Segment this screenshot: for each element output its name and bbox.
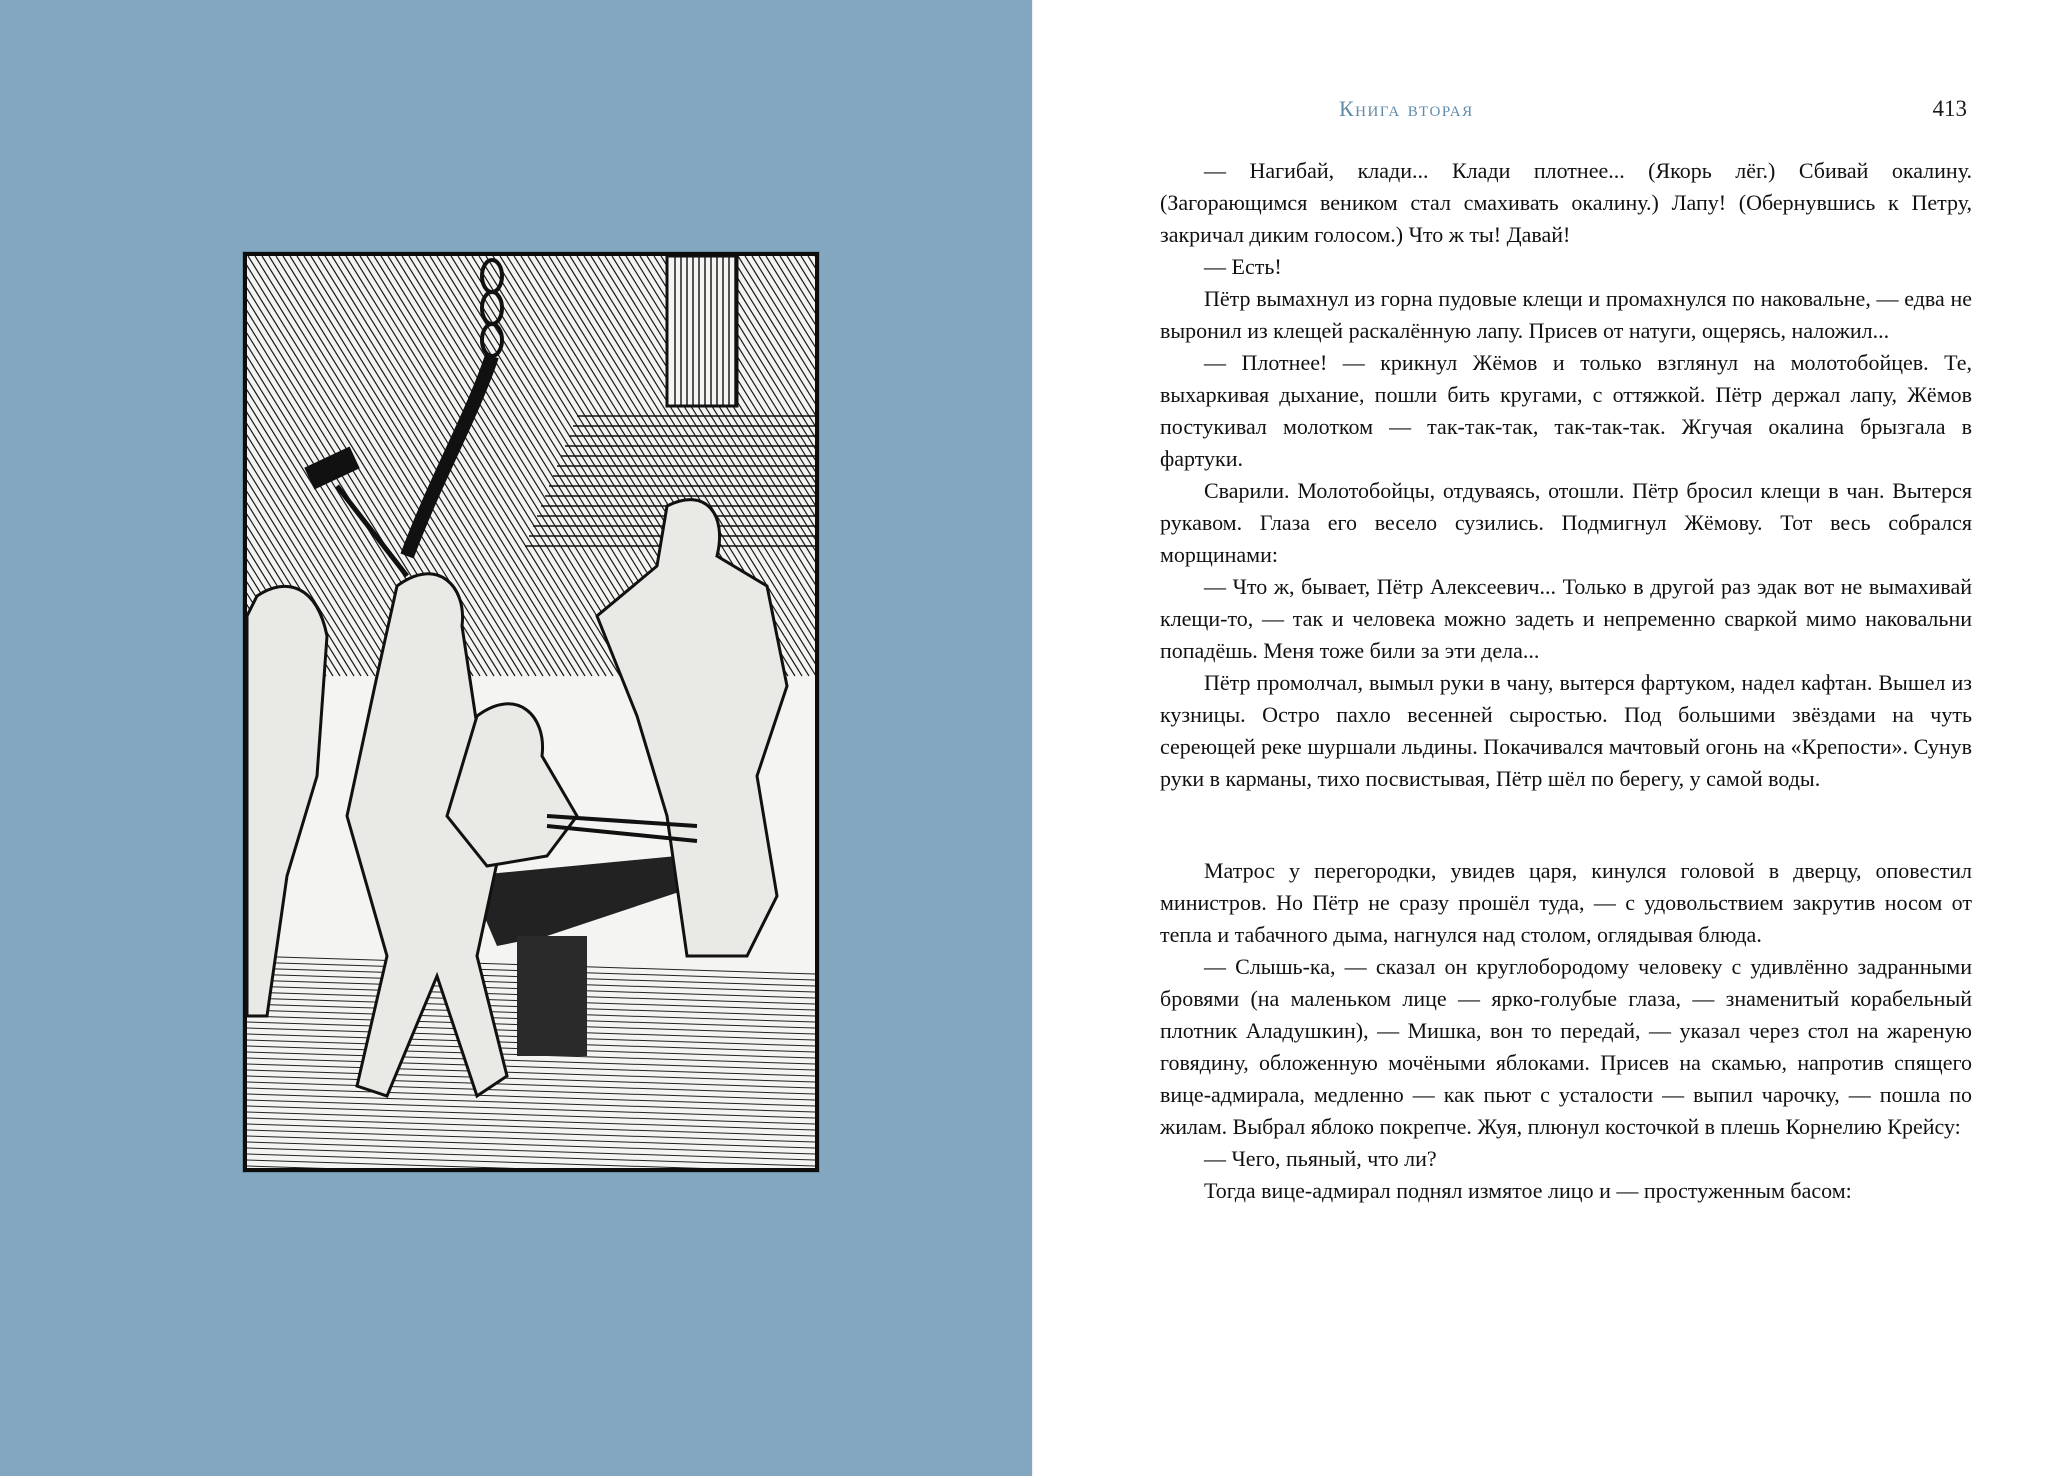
paragraph: Сварили. Молотобойцы, отдуваясь, отошли. Пётр бросил клещи в чан. Вытерся рукавом. Глаза его весело сузились. Подмигнул Жёмову. Тот весь собрался морщинами: <box>1160 478 1972 567</box>
paragraph: Тогда вице-адмирал поднял измятое лицо и — простуженным басом: <box>1204 1178 1852 1203</box>
paragraph: — Чего, пьяный, что ли? <box>1204 1146 1437 1171</box>
text-block <box>1160 155 1972 1207</box>
section-break <box>1160 795 1972 855</box>
paragraph: Матрос у перегородки, увидев царя, кинулся головой в дверцу, оповестил министров. Но Пётр не сразу прошёл туда, — с удовольствием закрутив носом от тепла и табачного дыма, нагнулся над столом, оглядывая блюда. <box>1160 858 1972 947</box>
running-head: Книга вторая <box>1339 96 1474 121</box>
paragraph: — Слышь-ка, — сказал он круглобородому человеку с удивлённо задранными бровями (на маленьком лице — ярко-голубые глаза, — знаменитый корабельный плотник Аладушкин), — Мишка, вон то передай, — указал через стол на жареную говядину, обложенную мочёными яблоками. Присев на скамью, напротив спящего вице-адмирала, медленно — как пьют с усталости — выпил чарочку, — пошла по жилам. Выбрал яблоко покрепче. Жуя, плюнул косточкой в плешь Корнелию Крейсу: <box>1160 954 1972 1139</box>
page-number: 413 <box>1932 96 1967 121</box>
paragraph: — Нагибай, клади... Клади плотнее... (Якорь лёг.) Сбивай окалину. (Загорающимся веником стал смахивать окалину.) Лапу! (Обернувшись к Петру, закричал диким голосом.) Что ж ты! Давай! <box>1160 158 1972 247</box>
paragraph: — Что ж, бывает, Пётр Алексеевич... Только в другой раз эдак вот не вымахивай клещи-то, — так и человека можно задеть и непременно сваркой мимо наковальни попадёшь. Меня тоже били за эти дела... <box>1160 574 1972 663</box>
paragraph: Пётр промолчал, вымыл руки в чану, вытерся фартуком, надел кафтан. Вышел из кузницы. Остро пахло весенней сыростью. Под большими звёздами на чуть сереющей реке шуршали льдины. Покачивался мачтовый огонь на «Крепости». Сунув руки в карманы, тихо посвистывая, Пётр шёл по берегу, у самой воды. <box>1160 670 1972 791</box>
engraving-blacksmiths-icon <box>247 256 815 1168</box>
illustration-frame <box>243 252 819 1172</box>
right-page <box>1034 0 2067 1476</box>
left-page <box>0 0 1032 1476</box>
paragraph: — Есть! <box>1204 254 1282 279</box>
paragraph: — Плотнее! — крикнул Жёмов и только взглянул на молотобойцев. Те, выхаркивая дыхание, пошли бить кругами, с оттяжкой. Пётр держал лапу, Жёмов постукивал молотком — так-так-так, так-так-так. Жгучая окалина брызгала в фартуки. <box>1160 350 1972 471</box>
paragraph: Пётр вымахнул из горна пудовые клещи и промахнулся по наковальне, — едва не выронил из клещей раскалённую лапу. Присев от натуги, ощерясь, наложил... <box>1160 286 1972 343</box>
